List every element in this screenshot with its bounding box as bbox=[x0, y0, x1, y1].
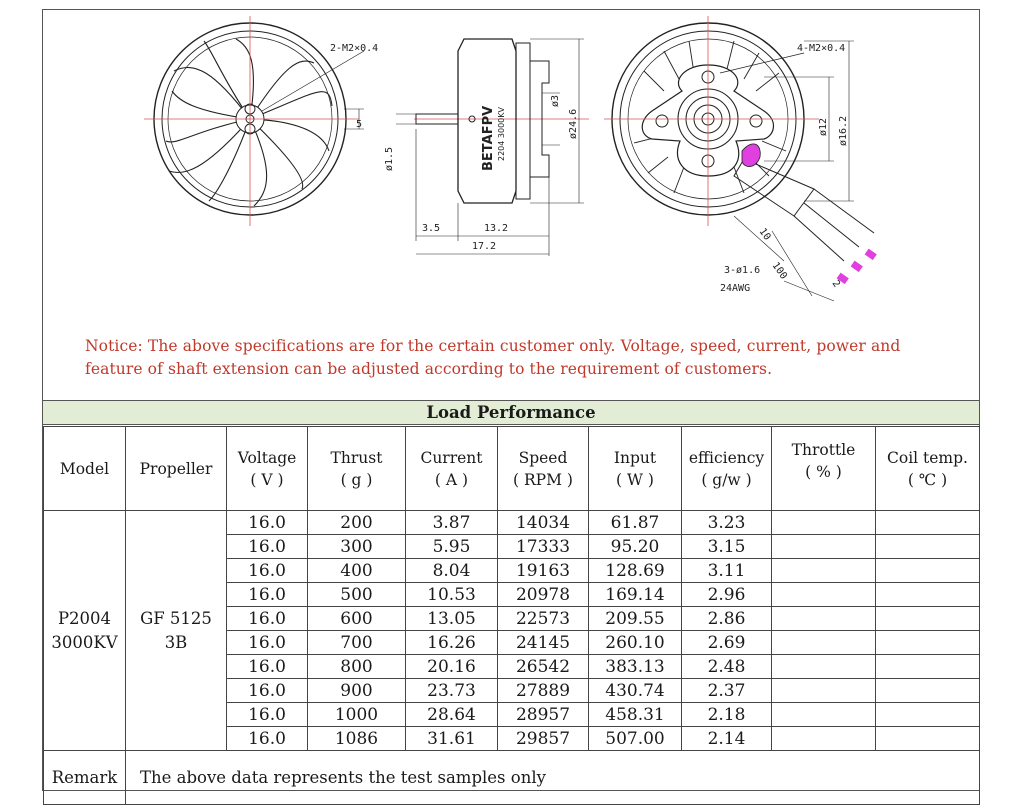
header-current: Current ( A ) bbox=[406, 427, 498, 511]
cell bbox=[876, 679, 980, 703]
rear-view bbox=[604, 16, 874, 301]
notice-line-2: feature of shaft extension can be adjusted according to the requirement of customers. bbox=[85, 360, 773, 378]
remark-text: The above data represents the test samples only bbox=[126, 751, 980, 805]
cell bbox=[876, 559, 980, 583]
side-brand-label: BETAFPV bbox=[481, 105, 496, 171]
wire-outlet-icon bbox=[742, 144, 760, 167]
cell: 16.0 bbox=[227, 607, 308, 631]
cell: 31.61 bbox=[406, 727, 498, 751]
cell: 13.05 bbox=[406, 607, 498, 631]
cell bbox=[772, 559, 876, 583]
cell: 200 bbox=[308, 511, 406, 535]
wire-tip-2-icon bbox=[851, 261, 863, 272]
side-model-label: 2204 3000KV bbox=[497, 107, 506, 161]
cell: 26542 bbox=[498, 655, 589, 679]
header-propeller: Propeller bbox=[126, 427, 227, 511]
rear-d1-label: ø12 bbox=[818, 117, 829, 136]
cell: 1000 bbox=[308, 703, 406, 727]
header-efficiency: efficiency ( g/w ) bbox=[682, 427, 772, 511]
cell: 16.26 bbox=[406, 631, 498, 655]
side-shaft-label: ø1.5 bbox=[384, 146, 395, 171]
cell: 28957 bbox=[498, 703, 589, 727]
cell bbox=[876, 511, 980, 535]
cell bbox=[876, 703, 980, 727]
model-cell: P2004 3000KV bbox=[44, 511, 126, 751]
cell: 16.0 bbox=[227, 535, 308, 559]
motor-technical-drawing bbox=[44, 11, 978, 329]
header-throttle: Throttle ( % ) bbox=[772, 427, 876, 511]
cell: 2.86 bbox=[682, 607, 772, 631]
remark-label: Remark bbox=[44, 751, 126, 805]
side-len2-label: 13.2 bbox=[484, 223, 509, 234]
cell: 2.48 bbox=[682, 655, 772, 679]
side-total-label: 17.2 bbox=[472, 241, 497, 252]
cell: 700 bbox=[308, 631, 406, 655]
cell: 430.74 bbox=[589, 679, 682, 703]
cell: 22573 bbox=[498, 607, 589, 631]
cell bbox=[772, 703, 876, 727]
cell: 5.95 bbox=[406, 535, 498, 559]
header-speed: Speed ( RPM ) bbox=[498, 427, 589, 511]
header-voltage: Voltage ( V ) bbox=[227, 427, 308, 511]
cell: 19163 bbox=[498, 559, 589, 583]
cell: 128.69 bbox=[589, 559, 682, 583]
cell: 383.13 bbox=[589, 655, 682, 679]
cell: 209.55 bbox=[589, 607, 682, 631]
cell: 28.64 bbox=[406, 703, 498, 727]
cell: 300 bbox=[308, 535, 406, 559]
cell: 10.53 bbox=[406, 583, 498, 607]
cell: 2.69 bbox=[682, 631, 772, 655]
cell bbox=[876, 655, 980, 679]
cell bbox=[772, 511, 876, 535]
side-small-label: ø3 bbox=[550, 94, 561, 107]
cell: 16.0 bbox=[227, 583, 308, 607]
cell bbox=[876, 535, 980, 559]
header-row bbox=[44, 427, 980, 511]
cell: 16.0 bbox=[227, 559, 308, 583]
cell: 458.31 bbox=[589, 703, 682, 727]
cell: 2.18 bbox=[682, 703, 772, 727]
cell: 2.96 bbox=[682, 583, 772, 607]
cell bbox=[772, 583, 876, 607]
table-row bbox=[44, 511, 980, 535]
cell: 260.10 bbox=[589, 631, 682, 655]
cell bbox=[772, 631, 876, 655]
cell bbox=[772, 727, 876, 751]
rear-wire-spec1-label: 3-ø1.6 bbox=[724, 265, 761, 276]
cell: 27889 bbox=[498, 679, 589, 703]
notice-text bbox=[85, 335, 965, 381]
cell: 900 bbox=[308, 679, 406, 703]
cell: 400 bbox=[308, 559, 406, 583]
cell: 17333 bbox=[498, 535, 589, 559]
header-model: Model bbox=[44, 427, 126, 511]
header-input: Input ( W ) bbox=[589, 427, 682, 511]
cell: 16.0 bbox=[227, 703, 308, 727]
cell: 61.87 bbox=[589, 511, 682, 535]
rear-strip-label: 2 bbox=[829, 278, 843, 290]
cell: 3.15 bbox=[682, 535, 772, 559]
rear-screw-label: 4-M2×0.4 bbox=[797, 43, 846, 54]
propeller-cell: GF 5125 3B bbox=[126, 511, 227, 751]
cell bbox=[772, 655, 876, 679]
rear-wire-len-label: 10 bbox=[756, 226, 773, 243]
cell: 507.00 bbox=[589, 727, 682, 751]
cell: 16.0 bbox=[227, 631, 308, 655]
cell: 29857 bbox=[498, 727, 589, 751]
cell bbox=[772, 535, 876, 559]
cell: 600 bbox=[308, 607, 406, 631]
cell bbox=[876, 727, 980, 751]
cell: 500 bbox=[308, 583, 406, 607]
cell: 23.73 bbox=[406, 679, 498, 703]
cell: 16.0 bbox=[227, 655, 308, 679]
cell: 3.11 bbox=[682, 559, 772, 583]
side-len1-label: 3.5 bbox=[422, 223, 441, 234]
cell: 2.14 bbox=[682, 727, 772, 751]
cell: 20978 bbox=[498, 583, 589, 607]
front-screw-label: 2-M2×0.4 bbox=[330, 43, 379, 54]
cell bbox=[876, 631, 980, 655]
cell: 1086 bbox=[308, 727, 406, 751]
front-dim-label: 5 bbox=[356, 119, 363, 130]
cell: 169.14 bbox=[589, 583, 682, 607]
load-performance-table bbox=[43, 426, 980, 805]
cell: 3.23 bbox=[682, 511, 772, 535]
cell bbox=[876, 583, 980, 607]
header-coil-temp: Coil temp. ( ℃ ) bbox=[876, 427, 980, 511]
load-performance-title: Load Performance bbox=[43, 400, 979, 425]
cell: 2.37 bbox=[682, 679, 772, 703]
cell: 800 bbox=[308, 655, 406, 679]
cell: 16.0 bbox=[227, 511, 308, 535]
rear-wire-spec2-label: 24AWG bbox=[720, 283, 751, 294]
cell: 20.16 bbox=[406, 655, 498, 679]
cell: 16.0 bbox=[227, 727, 308, 751]
rear-d2-label: ø16.2 bbox=[838, 115, 849, 146]
rear-lead-len-label: 100 bbox=[769, 260, 789, 282]
notice-line-1: Notice: The above specifications are for the certain customer only. Voltage, speed, current, power and bbox=[85, 337, 901, 355]
wire-tip-1-icon bbox=[865, 249, 877, 260]
cell: 24145 bbox=[498, 631, 589, 655]
header-thrust: Thrust ( g ) bbox=[308, 427, 406, 511]
cell: 3.87 bbox=[406, 511, 498, 535]
side-dia-label: ø24.6 bbox=[568, 108, 579, 139]
cell: 95.20 bbox=[589, 535, 682, 559]
cell bbox=[772, 679, 876, 703]
cell: 14034 bbox=[498, 511, 589, 535]
cell: 8.04 bbox=[406, 559, 498, 583]
cell bbox=[772, 607, 876, 631]
cell: 16.0 bbox=[227, 679, 308, 703]
cell bbox=[876, 607, 980, 631]
remark-row bbox=[44, 751, 980, 805]
